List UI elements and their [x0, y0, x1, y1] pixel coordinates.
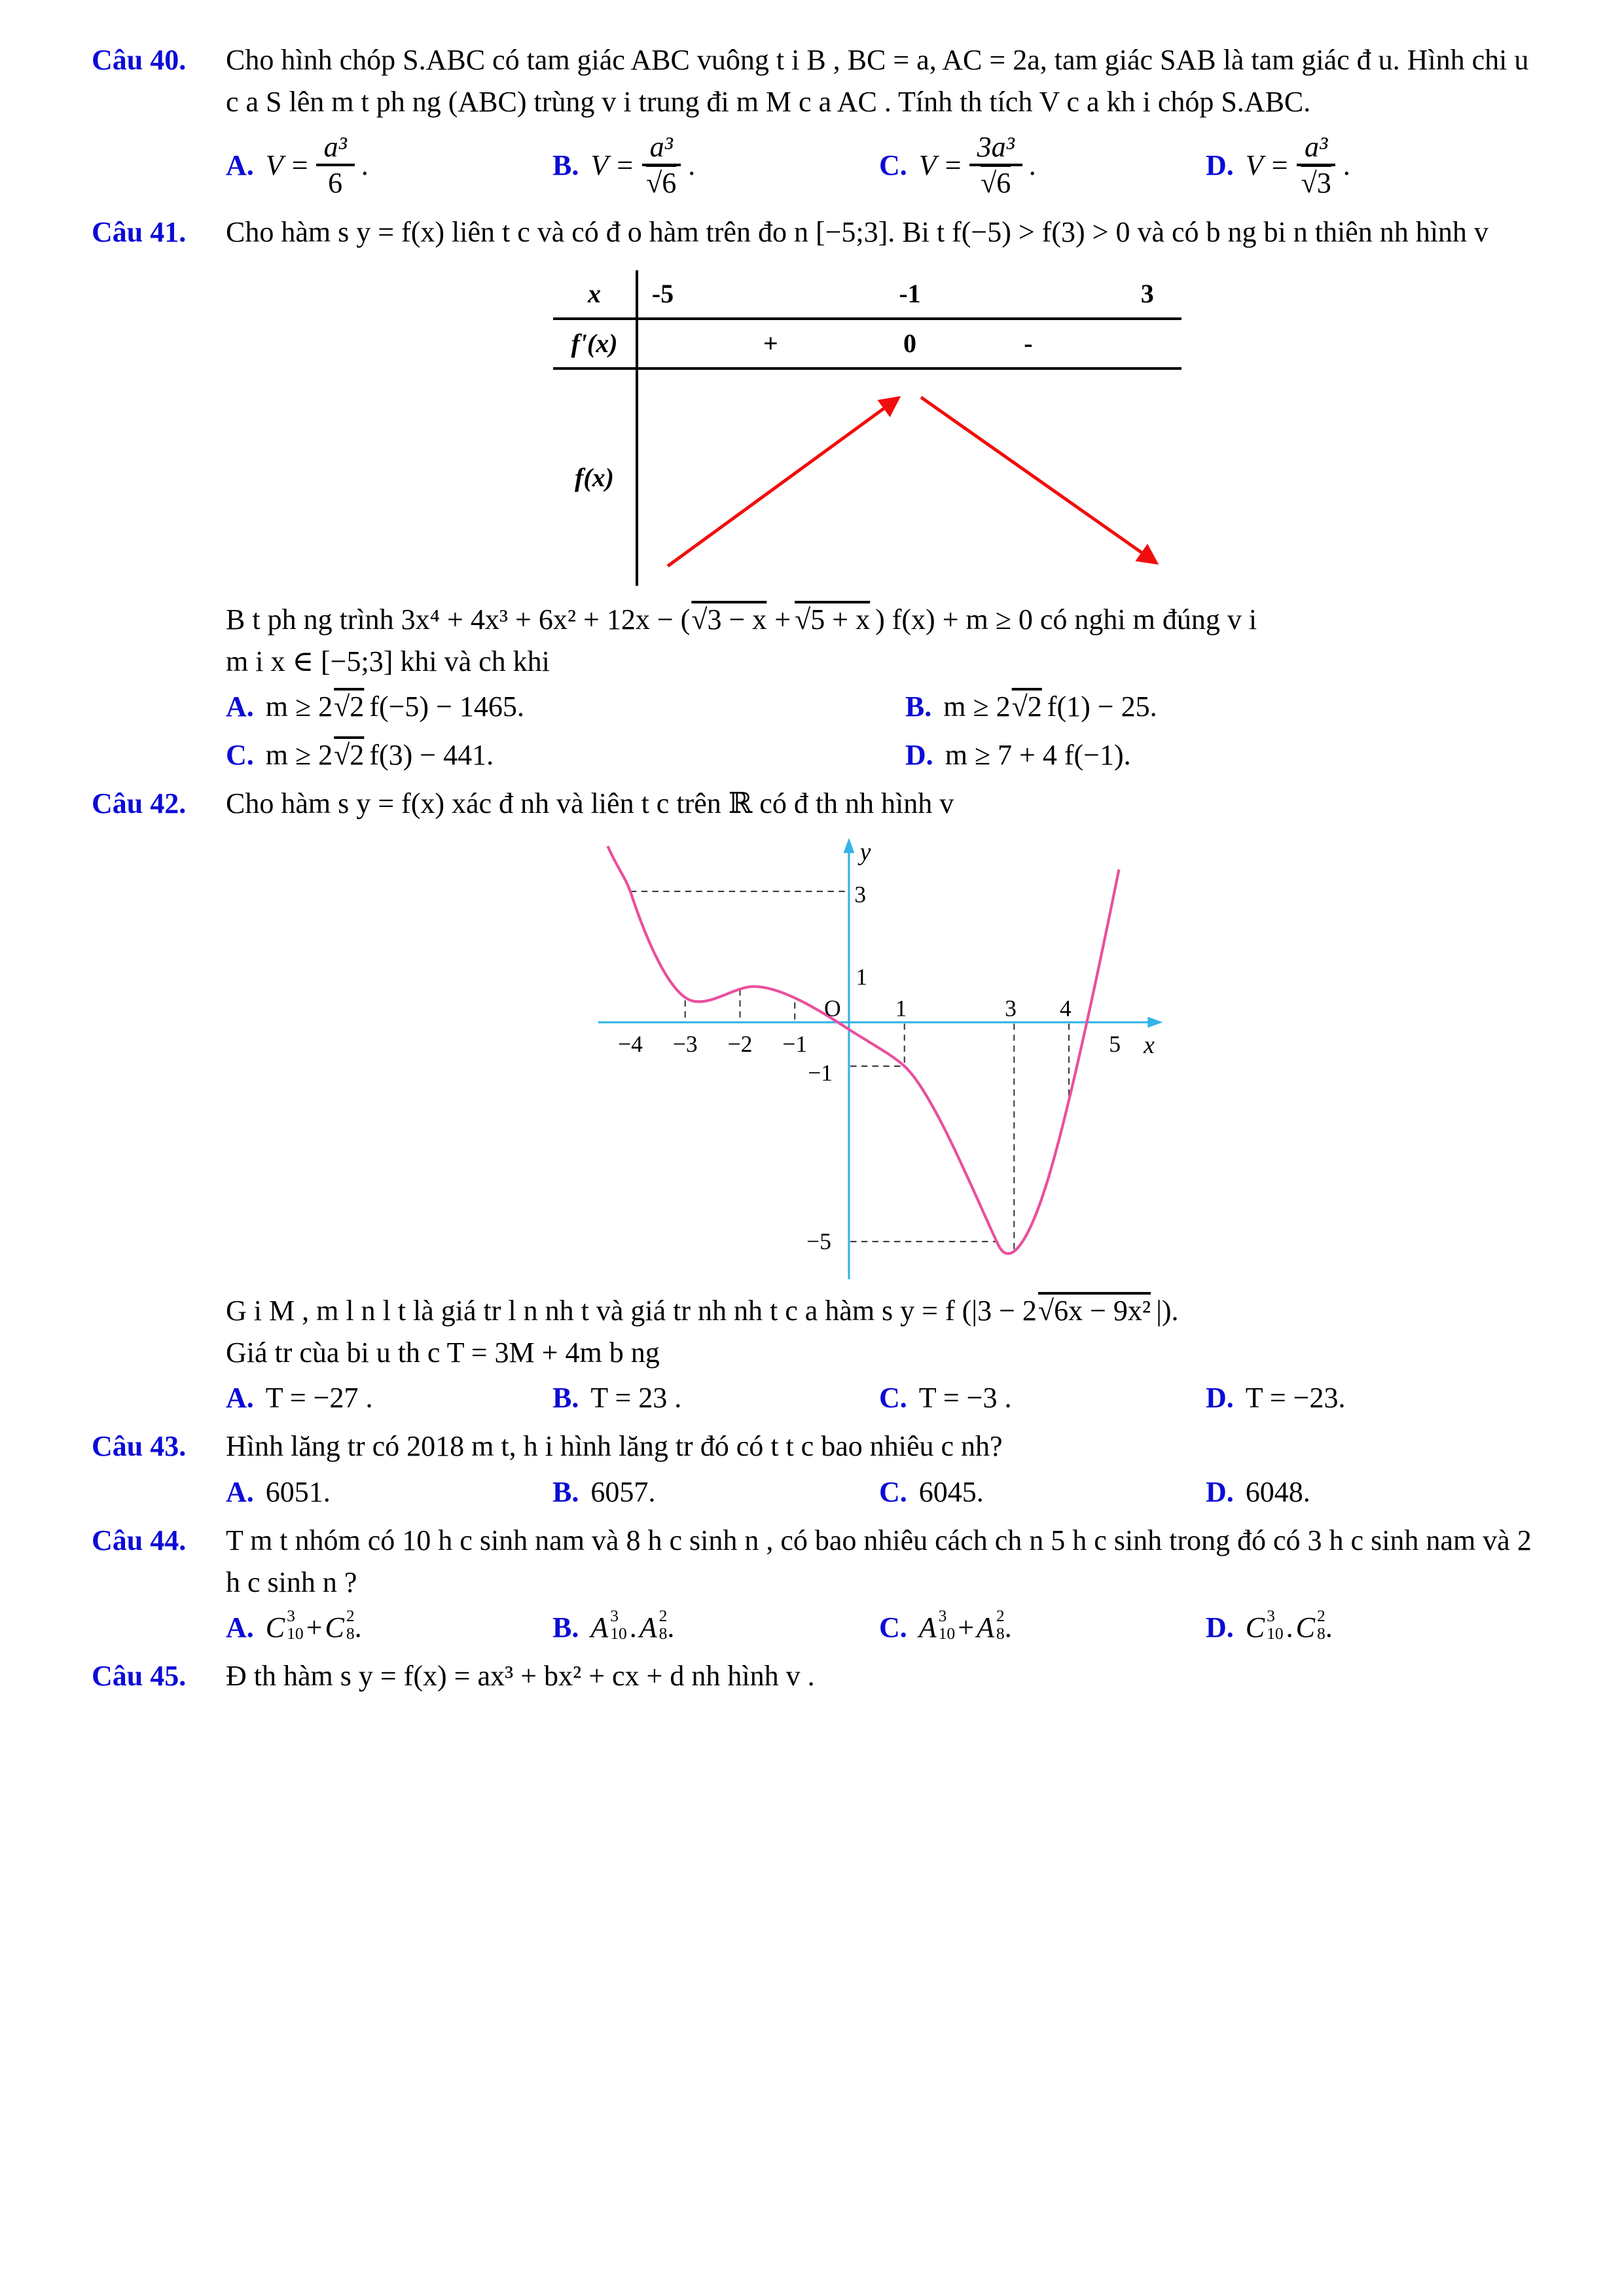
fraction-denominator: 6	[328, 167, 343, 200]
fraction-numerator: 3a³	[969, 131, 1022, 167]
fraction-numerator: a³	[1297, 131, 1335, 167]
option-letter: D.	[1206, 1611, 1234, 1644]
subscript: 8	[346, 1624, 355, 1643]
math-fragment: .	[1004, 1611, 1012, 1644]
y-tick-m1: −1	[808, 1059, 833, 1086]
subscript: 10	[1267, 1624, 1284, 1643]
option-41-d	[905, 734, 1532, 776]
x-tick-5: 5	[1109, 1030, 1121, 1057]
fraction-numerator: a³	[316, 131, 355, 167]
superscript: 3	[287, 1606, 295, 1626]
question-43-body	[226, 1426, 1532, 1513]
sign-value: -	[1024, 328, 1033, 358]
question-40	[92, 39, 1532, 205]
math-fragment: V =	[265, 149, 310, 182]
variation-table-x-row	[553, 270, 1182, 320]
combination-symbol	[1296, 1607, 1326, 1649]
inequality-line	[226, 599, 1532, 641]
superscript: 2	[1317, 1606, 1326, 1626]
option-41-c	[226, 734, 905, 776]
fraction-denominator: √3	[1301, 167, 1331, 200]
option-43-b	[552, 1471, 879, 1513]
subscript: 10	[610, 1624, 627, 1643]
radical: √6x − 9x²	[1038, 1294, 1151, 1327]
combination-base: A	[918, 1611, 937, 1644]
subscript: 10	[938, 1624, 956, 1643]
question-42-options	[226, 1377, 1532, 1419]
option-letter: C.	[879, 149, 907, 182]
question-43-text: Hình lăng tr có 2018 m t, h i hình lăng tr đó có t t c bao nhiêu c nh?	[226, 1430, 1003, 1463]
math-fragment: .	[667, 1611, 675, 1644]
math-fragment: V =	[918, 149, 963, 182]
combination-symbol	[640, 1607, 668, 1649]
y-tick-3: 3	[854, 881, 867, 908]
axes	[598, 843, 1155, 1279]
question-41	[92, 211, 1532, 776]
math-fragment: G i M , m l n l t là giá tr l n nh t và giá tr nh nh t c a hàm s y = f (|3 − 2	[226, 1294, 1037, 1327]
fraction	[1296, 131, 1337, 201]
question-40-number: Câu 40.	[92, 44, 187, 76]
combination-symbol	[977, 1607, 1005, 1649]
option-text: 6057.	[590, 1475, 656, 1508]
sign-value: 0	[903, 328, 916, 358]
fraction	[316, 131, 355, 201]
question-43-options	[226, 1471, 1532, 1513]
option-text: T = −27 .	[265, 1382, 373, 1414]
combination-indices	[287, 1607, 304, 1643]
math-fragment: m ≥ 2	[265, 739, 333, 772]
question-42-body	[226, 783, 1532, 1419]
combination-base: A	[639, 1611, 657, 1644]
math-fragment: |).	[1156, 1294, 1179, 1327]
combination-indices	[659, 1607, 668, 1643]
option-letter: A.	[226, 691, 254, 723]
question-41-options	[226, 686, 1532, 776]
variation-arrows	[638, 370, 1182, 586]
option-42-c	[879, 1377, 1206, 1419]
option-40-c	[879, 127, 1206, 205]
superscript: 3	[610, 1606, 619, 1626]
question-40-body	[226, 39, 1532, 205]
option-text: 6045.	[918, 1475, 984, 1508]
radical: √2	[1011, 691, 1042, 723]
decreasing-arrow	[921, 397, 1155, 562]
combination-indices	[1267, 1607, 1284, 1643]
x-tick-1: 1	[895, 995, 907, 1022]
option-letter: A.	[226, 1382, 254, 1414]
combination-base: A	[590, 1611, 609, 1644]
subscript: 10	[287, 1624, 304, 1643]
question-45-text: Đ th hàm s y = f(x) = ax³ + bx² + cx + d nh hình v .	[226, 1660, 815, 1693]
variation-table	[553, 270, 1182, 586]
option-42-a	[226, 1377, 552, 1419]
question-41-body	[226, 211, 1532, 776]
option-letter: A.	[226, 1475, 254, 1508]
combination-symbol	[325, 1607, 354, 1649]
combination-base: C	[1245, 1611, 1265, 1644]
question-44-body	[226, 1520, 1532, 1649]
option-letter: D.	[1206, 1475, 1234, 1508]
fraction-denominator: √6	[981, 167, 1011, 200]
math-fragment: .	[688, 149, 696, 182]
option-43-a	[226, 1471, 552, 1513]
inequality-line-2: m i x ∈ [−5;3] khi và ch khi	[226, 645, 550, 677]
fraction-numerator: a³	[642, 131, 681, 167]
question-44	[92, 1520, 1532, 1649]
question-42-number: Câu 42.	[92, 787, 187, 819]
math-fragment: .	[1286, 1611, 1293, 1644]
question-45	[92, 1655, 1532, 1697]
math-fragment: m ≥ 2	[943, 691, 1011, 723]
math-fragment: +	[958, 1611, 975, 1644]
math-fragment: .	[1343, 149, 1350, 182]
option-42-b	[552, 1377, 879, 1419]
question-41-text: Cho hàm s y = f(x) liên t c và có đ o hàm trên đo n [−5;3]. Bi t f(−5) > f(3) > 0 và có b ng bi n thiên nh hình v	[226, 215, 1489, 248]
x-axis-label: x	[1144, 1031, 1155, 1059]
option-letter: C.	[879, 1382, 907, 1414]
x-values-cell	[638, 270, 1182, 317]
question-41-number: Câu 41.	[92, 215, 187, 248]
table-header-f: f(x)	[553, 370, 638, 586]
math-fragment: ) f(x) + m ≥ 0 có nghi m đúng v i	[875, 603, 1257, 636]
question-45-body	[226, 1655, 1532, 1697]
option-letter: A.	[226, 149, 254, 182]
x-value: -1	[899, 278, 921, 308]
option-letter: B.	[552, 1475, 579, 1508]
x-tick-m3: −3	[672, 1030, 698, 1057]
math-fragment: f(3) − 441.	[369, 739, 494, 772]
math-fragment: .	[1325, 1611, 1333, 1644]
x-value: -5	[651, 278, 674, 308]
combination-symbol	[266, 1607, 304, 1649]
question-40-options	[226, 127, 1532, 205]
option-letter: C.	[879, 1475, 907, 1508]
math-fragment: m ≥ 2	[265, 691, 333, 723]
combination-symbol	[919, 1607, 955, 1649]
math-fragment: .	[361, 149, 369, 182]
question-42-text: Cho hàm s y = f(x) xác đ nh và liên t c trên ℝ có đ th nh hình v	[226, 787, 954, 819]
question-45-number: Câu 45.	[92, 1660, 187, 1693]
combination-base: C	[325, 1611, 344, 1644]
radical: √2	[334, 739, 365, 772]
combination-indices	[346, 1607, 355, 1643]
radical: √2	[334, 691, 365, 723]
math-fragment: V =	[590, 149, 635, 182]
option-letter: D.	[1206, 1382, 1234, 1414]
combination-symbol	[1246, 1607, 1284, 1649]
option-text: T = −3 .	[918, 1382, 1012, 1414]
question-43-number: Câu 43.	[92, 1430, 187, 1463]
option-letter: D.	[905, 739, 933, 772]
function-graph-wrap	[226, 834, 1532, 1286]
option-letter: B.	[552, 1611, 579, 1644]
increasing-arrow	[668, 399, 897, 566]
origin-label: O	[823, 995, 841, 1022]
option-43-c	[879, 1471, 1206, 1513]
question-40-text: Cho hình chóp S.ABC có tam giác ABC vuông t i B , BC = a, AC = 2a, tam giác SAB là tam giác đ u. Hình chi u c a S lên m t ph ng (ABC) trùng v i trung đi m M c a AC . Tính th tích V c a kh i chóp S.ABC.	[226, 44, 1529, 118]
table-header-x: x	[553, 270, 638, 317]
subscript: 8	[659, 1624, 668, 1643]
x-axis-arrowhead	[1147, 1016, 1163, 1028]
subscript: 8	[1317, 1624, 1326, 1643]
question-42	[92, 783, 1532, 1419]
option-text: T = −23.	[1245, 1382, 1346, 1414]
option-letter: B.	[905, 691, 932, 723]
x-tick-3: 3	[1005, 995, 1017, 1022]
fraction-denominator: √6	[646, 167, 677, 200]
variation-table-fprime-row	[553, 320, 1182, 370]
combination-base: C	[1295, 1611, 1316, 1644]
option-letter: B.	[552, 1382, 579, 1414]
x-tick-m2: −2	[727, 1030, 753, 1057]
variation-arrows-cell	[638, 370, 1182, 586]
option-text: 6048.	[1245, 1475, 1310, 1508]
combination-indices	[610, 1607, 627, 1643]
superscript: 2	[996, 1606, 1005, 1626]
y-tick-1: 1	[856, 963, 868, 990]
option-40-d	[1206, 127, 1532, 205]
option-44-a	[226, 1607, 552, 1649]
math-fragment: +	[306, 1611, 323, 1644]
superscript: 2	[659, 1606, 668, 1626]
question-42-text-2	[226, 1290, 1532, 1332]
y-axis-label: y	[859, 838, 871, 866]
combination-base: C	[265, 1611, 285, 1644]
question-44-text: T m t nhóm có 10 h c sinh nam và 8 h c sinh n , có bao nhiêu cách ch n 5 h c sinh trong đó có 3 h c sinh nam và 2 h c sinh n ?	[226, 1524, 1532, 1598]
math-fragment: .	[354, 1611, 362, 1644]
option-letter: D.	[1206, 149, 1234, 182]
x-tick-4: 4	[1059, 995, 1072, 1022]
question-44-number: Câu 44.	[92, 1524, 187, 1556]
option-40-a	[226, 127, 552, 205]
radical: √5 + x	[795, 603, 871, 636]
y-axis-arrowhead	[844, 838, 855, 853]
table-header-fprime: f'(x)	[553, 320, 638, 367]
y-tick-m5: −5	[806, 1228, 831, 1255]
option-41-b	[905, 686, 1532, 728]
sign-value: +	[763, 328, 778, 358]
combination-base: A	[977, 1611, 994, 1644]
fraction	[641, 131, 681, 201]
question-42-text-3: Giá tr cùa bi u th c T = 3M + 4m b ng	[226, 1336, 660, 1369]
math-fragment: V =	[1245, 149, 1290, 182]
math-fragment: .	[629, 1611, 637, 1644]
x-tick-m4: −4	[618, 1030, 643, 1057]
math-fragment: .	[1028, 149, 1036, 182]
radical: √3 − x	[691, 603, 767, 636]
x-value: 3	[1140, 278, 1154, 308]
question-44-options	[226, 1607, 1532, 1649]
combination-indices	[996, 1607, 1005, 1643]
fprime-signs-cell	[638, 320, 1182, 367]
combination-indices	[939, 1607, 956, 1643]
combination-indices	[1317, 1607, 1326, 1643]
option-letter: C.	[226, 739, 254, 772]
option-44-b	[552, 1607, 879, 1649]
superscript: 3	[1267, 1606, 1275, 1626]
option-43-d	[1206, 1471, 1532, 1513]
option-letter: A.	[226, 1611, 254, 1644]
option-44-d	[1206, 1607, 1532, 1649]
math-fragment: f(−5) − 1465.	[369, 691, 524, 723]
option-letter: B.	[552, 149, 579, 182]
variation-table-f-row	[553, 370, 1182, 586]
math-fragment: B t ph ng trình 3x⁴ + 4x³ + 6x² + 12x − (	[226, 603, 691, 636]
superscript: 2	[346, 1606, 355, 1626]
fraction	[969, 131, 1022, 201]
subscript: 8	[996, 1624, 1005, 1643]
option-text: 6051.	[265, 1475, 331, 1508]
option-41-a	[226, 686, 905, 728]
option-letter: C.	[879, 1611, 907, 1644]
math-fragment: m ≥ 7 + 4 f(−1).	[945, 739, 1131, 772]
math-fragment: +	[774, 603, 791, 636]
option-42-d	[1206, 1377, 1532, 1419]
option-44-c	[879, 1607, 1206, 1649]
question-43	[92, 1426, 1532, 1513]
combination-symbol	[590, 1607, 626, 1649]
option-text: T = 23 .	[590, 1382, 682, 1414]
function-graph	[591, 834, 1167, 1286]
x-tick-m1: −1	[782, 1030, 808, 1057]
superscript: 3	[938, 1606, 947, 1626]
option-40-b	[552, 127, 879, 205]
math-fragment: f(1) − 25.	[1047, 691, 1157, 723]
